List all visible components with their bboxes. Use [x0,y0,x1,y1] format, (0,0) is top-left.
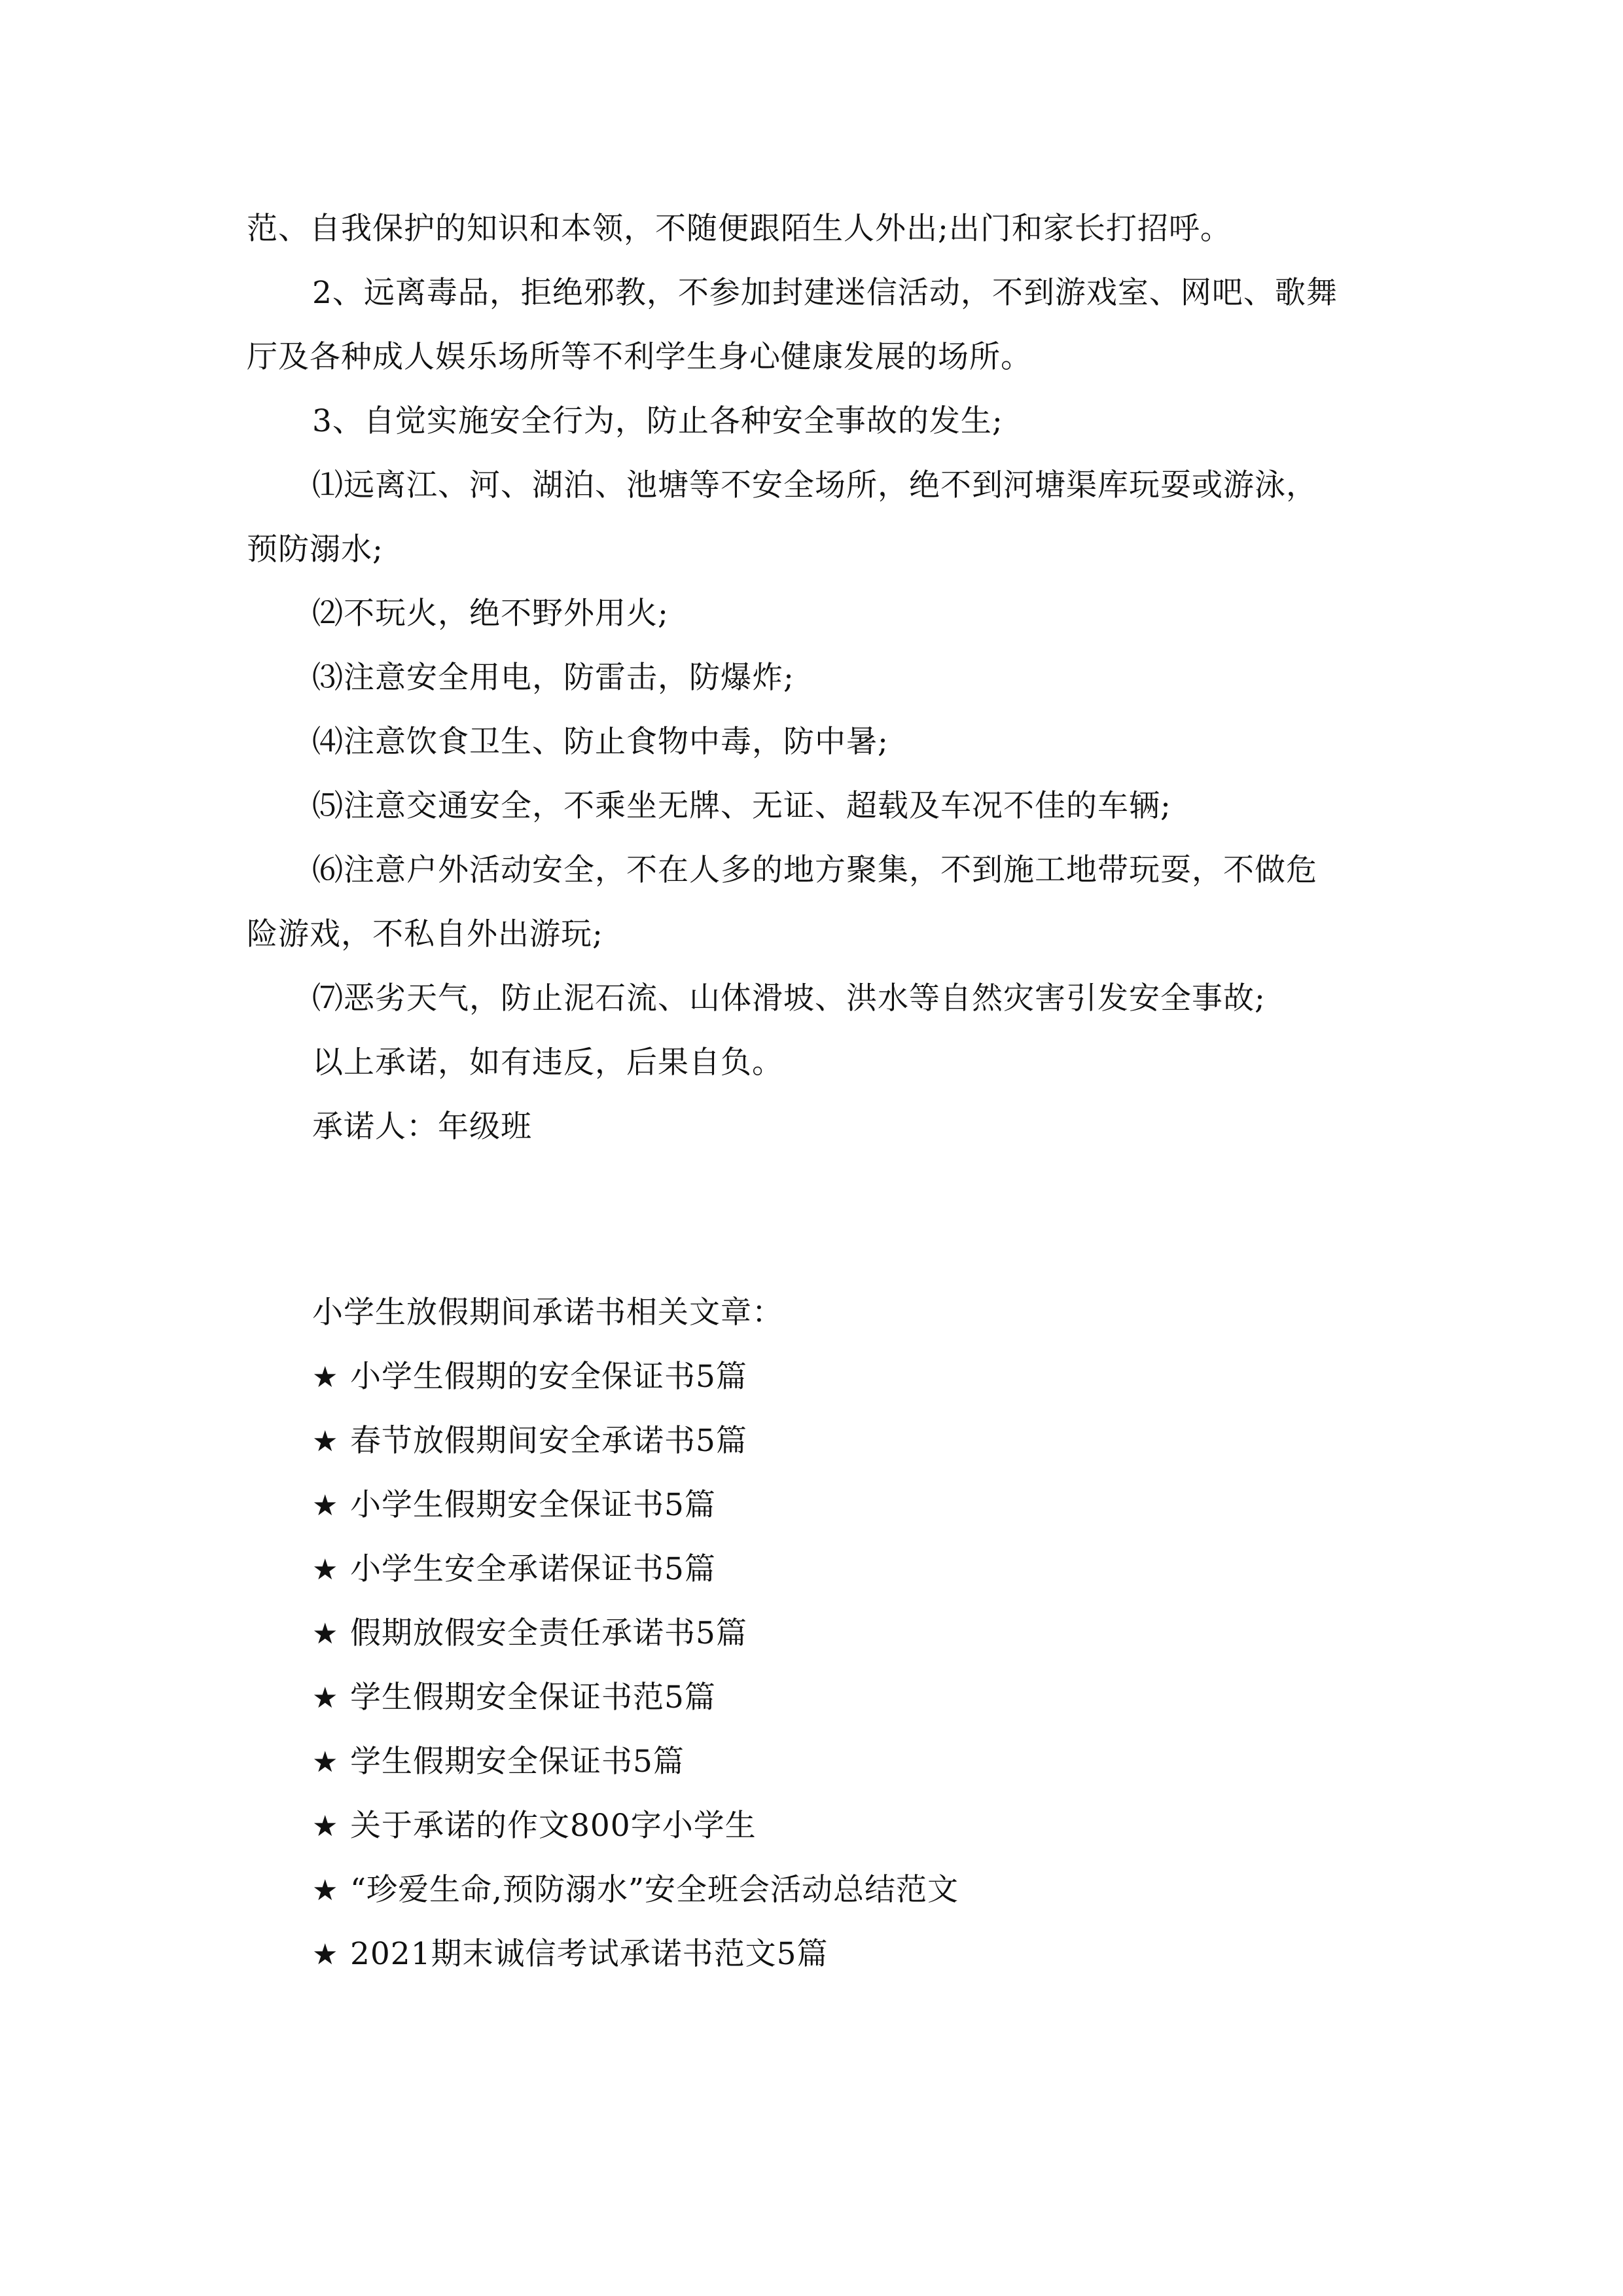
related-articles-heading: 小学生放假期间承诺书相关文章： [312,1295,783,1331]
related-link[interactable] [312,1422,747,1462]
star-icon: ★ [312,1874,339,1907]
related-link[interactable] [312,1871,959,1910]
signature-line: 承诺人：年级班 [312,1109,532,1145]
item-7: ⑺恶劣天气，防止泥石流、山体滑坡、洪水等自然灾害引发安全事故; [312,980,1266,1016]
related-link[interactable] [312,1357,747,1397]
item-1-line-1: ⑴远离江、河、湖泊、池塘等不安全场所，绝不到河塘渠库玩耍或游泳， [312,467,1317,503]
related-link-text: 学生假期安全保证书5篇 [350,1744,685,1780]
related-link[interactable] [312,1742,685,1782]
related-link[interactable] [312,1614,747,1654]
item-2: ⑵不玩火，绝不野外用火; [312,596,669,632]
item-3: ⑶注意安全用电，防雷击，防爆炸; [312,660,794,696]
related-link[interactable] [312,1935,829,1975]
star-icon: ★ [312,1617,339,1651]
related-link[interactable] [312,1678,716,1718]
related-link-text: 小学生安全承诺保证书5篇 [350,1551,716,1587]
related-link[interactable] [312,1806,757,1846]
related-link-text: 2021期末诚信考试承诺书范文5篇 [350,1936,829,1972]
body-line-1: 范、自我保护的知识和本领，不随便跟陌生人外出;出门和家长打招呼。 [247,211,1232,247]
star-icon: ★ [312,1681,339,1715]
related-link-text: 小学生假期安全保证书5篇 [350,1487,716,1523]
closing-statement: 以上承诺，如有违反，后果自负。 [312,1045,783,1081]
related-link-text: “珍爱生命,预防溺水”安全班会活动总结范文 [350,1872,959,1908]
related-link[interactable] [312,1550,716,1590]
star-icon: ★ [312,1810,339,1843]
related-link-text: 关于承诺的作文800字小学生 [350,1808,757,1844]
star-icon: ★ [312,1425,339,1458]
item-6-line-2: 险游戏，不私自外出游玩; [247,916,603,952]
star-icon: ★ [312,1489,339,1522]
related-link[interactable] [312,1486,716,1526]
star-icon: ★ [312,1938,339,1971]
item-1-line-2: 预防溺水; [247,531,383,567]
item-4: ⑷注意饮食卫生、防止食物中毒，防中暑; [312,724,889,760]
related-link-text: 春节放假期间安全承诺书5篇 [350,1423,747,1459]
related-link-text: 假期放假安全责任承诺书5篇 [350,1615,747,1651]
paragraph-2-line-1: 2、远离毒品，拒绝邪教，不参加封建迷信活动，不到游戏室、网吧、歌舞 [312,275,1338,311]
star-icon: ★ [312,1361,339,1394]
star-icon: ★ [312,1746,339,1779]
related-link-text: 学生假期安全保证书范5篇 [350,1679,716,1715]
item-5: ⑸注意交通安全，不乘坐无牌、无证、超载及车况不佳的车辆; [312,788,1171,824]
paragraph-2-line-2: 厅及各种成人娱乐场所等不利学生身心健康发展的场所。 [247,339,1032,375]
related-link-text: 小学生假期的安全保证书5篇 [350,1359,747,1395]
star-icon: ★ [312,1553,339,1587]
paragraph-3: 3、自觉实施安全行为，防止各种安全事故的发生; [312,403,1003,439]
item-6-line-1: ⑹注意户外活动安全，不在人多的地方聚集，不到施工地带玩耍，不做危 [312,852,1317,888]
